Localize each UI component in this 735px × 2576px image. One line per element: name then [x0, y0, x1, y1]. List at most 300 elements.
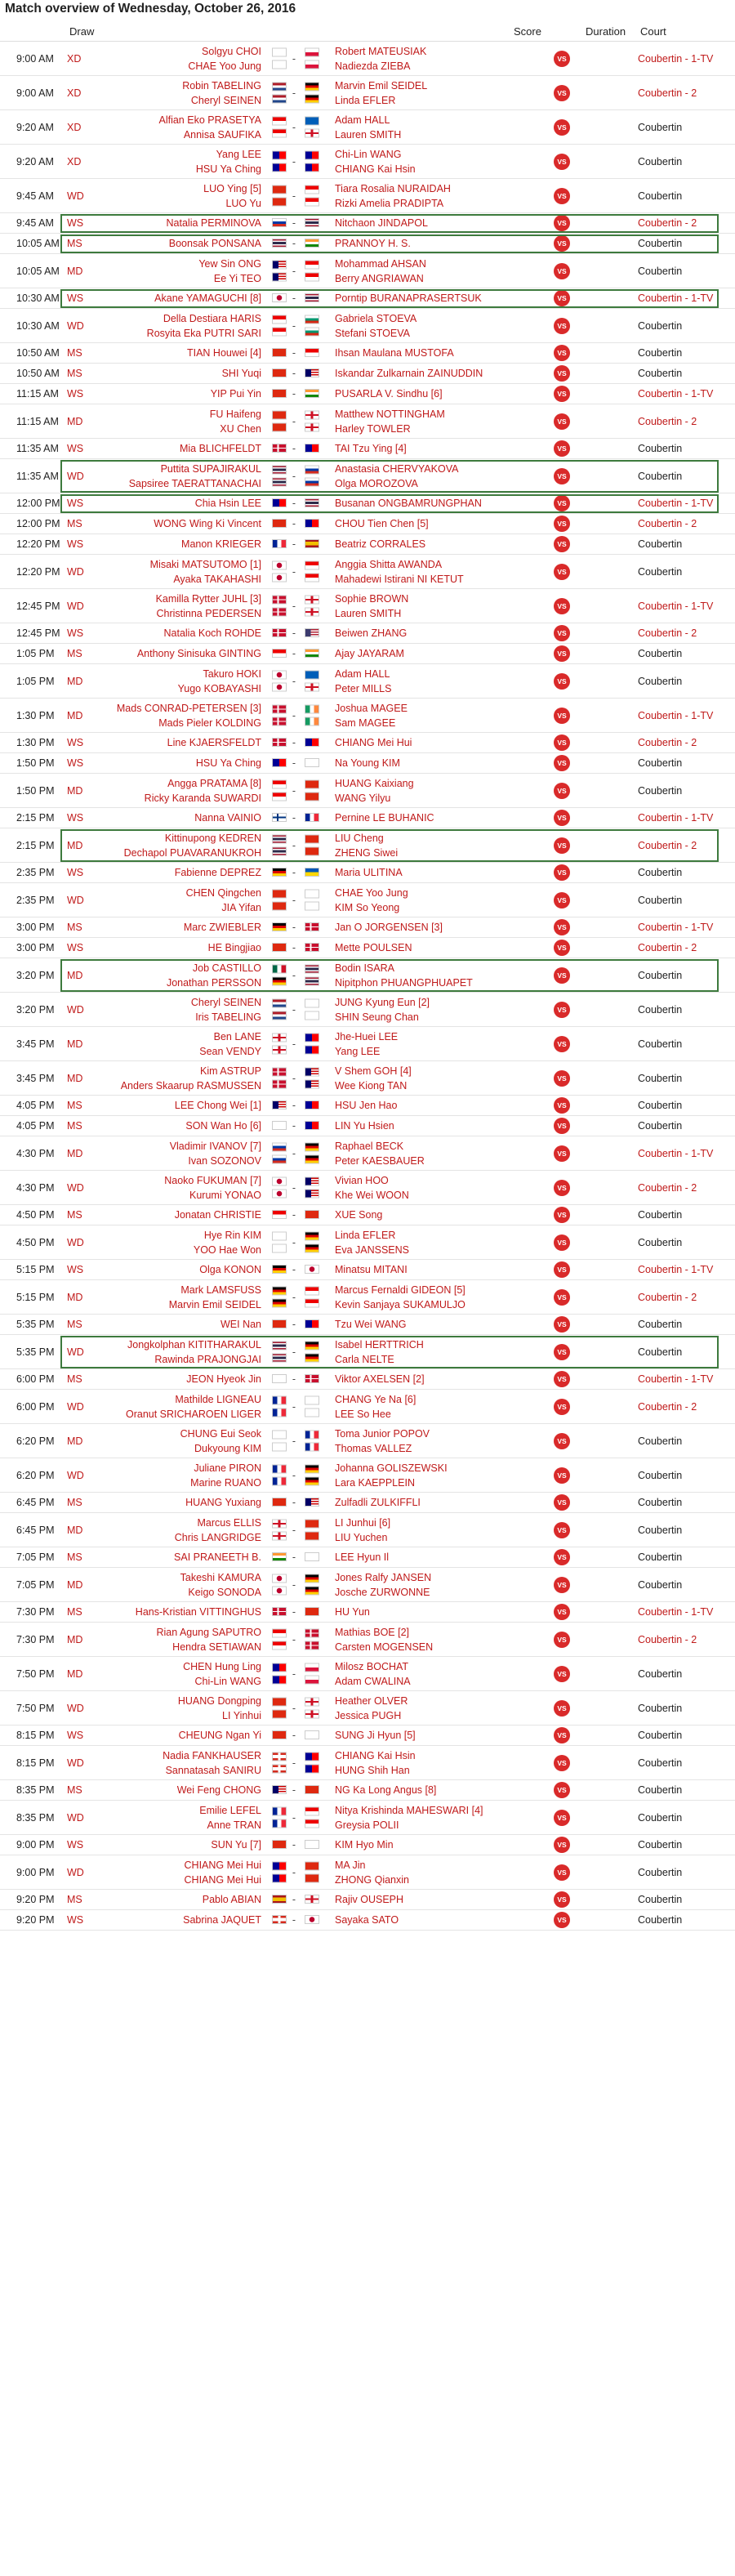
- player-link[interactable]: Anggia Shitta AWANDA: [335, 558, 443, 570]
- player-link[interactable]: Yew Sin ONG: [198, 257, 261, 270]
- player-link[interactable]: SAI PRANEETH B.: [174, 1551, 261, 1563]
- match-draw[interactable]: MD: [67, 1038, 83, 1050]
- player-link[interactable]: Sapsiree TAERATTANACHAI: [128, 477, 261, 489]
- player-link[interactable]: JEON Hyeok Jin: [186, 1373, 261, 1385]
- vs-badge-button[interactable]: VS: [554, 1522, 570, 1538]
- player-link[interactable]: Mark LAMSFUSS: [180, 1284, 261, 1296]
- player-link[interactable]: CHOU Tien Chen [5]: [335, 518, 429, 529]
- player-link[interactable]: Peter MILLS: [335, 682, 392, 694]
- player-link[interactable]: Mette POULSEN: [335, 942, 412, 953]
- match-draw[interactable]: MD: [67, 969, 83, 981]
- vs-badge-button[interactable]: VS: [554, 1632, 570, 1648]
- player-link[interactable]: Josche ZURWONNE: [335, 1586, 430, 1598]
- player-link[interactable]: Kamilla Rytter JUHL [3]: [155, 592, 261, 605]
- player-link[interactable]: Marvin Emil SEIDEL: [168, 1298, 261, 1310]
- court-name[interactable]: Coubertin - 1-TV: [638, 709, 714, 721]
- player-link[interactable]: Thomas VALLEZ: [335, 1442, 412, 1454]
- vs-badge-button[interactable]: VS: [554, 345, 570, 361]
- court-name[interactable]: Coubertin - 1-TV: [638, 292, 714, 304]
- player-link[interactable]: Linda EFLER: [335, 94, 396, 106]
- player-link[interactable]: Raphael BECK: [335, 1140, 404, 1152]
- match-draw[interactable]: MD: [67, 784, 83, 797]
- court-name[interactable]: Coubertin - 2: [638, 1400, 697, 1413]
- player-link[interactable]: Yang LEE: [335, 1045, 381, 1057]
- player-link[interactable]: Rajiv OUSEPH: [335, 1894, 404, 1905]
- player-link[interactable]: YIP Pui Yin: [210, 388, 261, 400]
- player-link[interactable]: Angga PRATAMA [8]: [167, 777, 261, 789]
- player-link[interactable]: Rosyita Eka PUTRI SARI: [146, 327, 261, 339]
- player-link[interactable]: Sayaka SATO: [335, 1914, 399, 1926]
- player-link[interactable]: Greysia POLII: [335, 1819, 399, 1831]
- vs-badge-button[interactable]: VS: [554, 413, 570, 430]
- player-link[interactable]: Misaki MATSUTOMO [1]: [149, 558, 261, 570]
- match-draw[interactable]: WD: [67, 1757, 84, 1769]
- player-link[interactable]: LIN Yu Hsien: [335, 1120, 394, 1132]
- match-draw[interactable]: WD: [67, 1003, 84, 1016]
- match-draw[interactable]: XD: [67, 121, 82, 133]
- player-link[interactable]: LI Yinhui: [222, 1709, 261, 1721]
- player-link[interactable]: WEI Nan: [220, 1319, 261, 1330]
- match-draw[interactable]: MD: [67, 1147, 83, 1159]
- player-link[interactable]: Oranut SRICHAROEN LIGER: [125, 1408, 261, 1420]
- player-link[interactable]: CHIANG Kai Hsin: [335, 1749, 416, 1761]
- player-link[interactable]: Jessica PUGH: [335, 1709, 402, 1721]
- match-draw[interactable]: MS: [67, 347, 82, 359]
- vs-badge-button[interactable]: VS: [554, 1002, 570, 1018]
- player-link[interactable]: Hans-Kristian VITTINGHUS: [135, 1606, 261, 1618]
- player-link[interactable]: Lara KAEPPLEIN: [335, 1476, 415, 1489]
- match-draw[interactable]: WS: [67, 812, 84, 824]
- player-link[interactable]: Beiwen ZHANG: [335, 627, 408, 639]
- match-draw[interactable]: MD: [67, 1667, 83, 1680]
- player-link[interactable]: LI Junhui [6]: [335, 1516, 391, 1529]
- player-link[interactable]: Kurumi YONAO: [189, 1189, 261, 1201]
- player-link[interactable]: Jonatan CHRISTIE: [174, 1209, 261, 1221]
- player-link[interactable]: HSU Ya Ching: [195, 163, 261, 175]
- player-link[interactable]: Bodin ISARA: [335, 962, 394, 974]
- player-link[interactable]: TIAN Houwei [4]: [186, 347, 261, 359]
- player-link[interactable]: Anastasia CHERVYAKOVA: [335, 462, 459, 475]
- match-draw[interactable]: WD: [67, 1236, 84, 1248]
- match-draw[interactable]: WD: [67, 319, 84, 332]
- player-link[interactable]: Toma Junior POPOV: [335, 1427, 430, 1440]
- player-link[interactable]: Wei Feng CHONG: [176, 1784, 261, 1796]
- player-link[interactable]: FU Haifeng: [209, 408, 261, 420]
- player-link[interactable]: Natalia Koch ROHDE: [163, 627, 261, 639]
- player-link[interactable]: Joshua MAGEE: [335, 702, 408, 714]
- player-link[interactable]: Mads CONRAD-PETERSEN [3]: [116, 702, 261, 714]
- match-draw[interactable]: MD: [67, 709, 83, 721]
- player-link[interactable]: Takeshi KAMURA: [180, 1571, 261, 1583]
- player-link[interactable]: Marcus ELLIS: [197, 1516, 261, 1529]
- player-link[interactable]: Chi-Lin WANG: [194, 1675, 261, 1687]
- player-link[interactable]: Nanna VAINIO: [194, 812, 261, 824]
- player-link[interactable]: Sannatasah SANIRU: [165, 1764, 261, 1776]
- player-link[interactable]: Emilie LEFEL: [199, 1804, 261, 1816]
- vs-badge-button[interactable]: VS: [554, 1912, 570, 1928]
- player-link[interactable]: Nadiezda ZIEBA: [335, 60, 411, 72]
- player-link[interactable]: Alfian Eko PRASETYA: [158, 114, 261, 126]
- player-link[interactable]: ZHENG Siwei: [335, 846, 399, 859]
- player-link[interactable]: HUANG Kaixiang: [335, 777, 414, 789]
- player-link[interactable]: Mahadewi Istirani NI KETUT: [335, 573, 464, 585]
- match-draw[interactable]: WD: [67, 565, 84, 578]
- vs-badge-button[interactable]: VS: [554, 755, 570, 771]
- player-link[interactable]: Anne TRAN: [207, 1819, 261, 1831]
- player-link[interactable]: HUNG Shih Han: [335, 1764, 410, 1776]
- vs-badge-button[interactable]: VS: [554, 468, 570, 484]
- player-link[interactable]: Tzu Wei WANG: [335, 1319, 407, 1330]
- vs-badge-button[interactable]: VS: [554, 1289, 570, 1306]
- vs-badge-button[interactable]: VS: [554, 318, 570, 334]
- player-link[interactable]: LEE So Hee: [335, 1408, 391, 1420]
- player-link[interactable]: LIU Yuchen: [335, 1531, 388, 1543]
- player-link[interactable]: Busanan ONGBAMRUNGPHAN: [335, 498, 482, 509]
- match-draw[interactable]: WS: [67, 1730, 84, 1741]
- player-link[interactable]: KIM So Yeong: [335, 901, 400, 913]
- vs-badge-button[interactable]: VS: [554, 290, 570, 306]
- vs-badge-button[interactable]: VS: [554, 783, 570, 799]
- player-link[interactable]: CHAE Yoo Jung: [335, 886, 408, 899]
- vs-badge-button[interactable]: VS: [554, 1577, 570, 1593]
- match-draw[interactable]: MS: [67, 1209, 82, 1221]
- player-link[interactable]: Vladimir IVANOV [7]: [169, 1140, 261, 1152]
- player-link[interactable]: NG Ka Long Angus [8]: [335, 1784, 437, 1796]
- match-draw[interactable]: MS: [67, 1894, 82, 1905]
- player-link[interactable]: Adam CWALINA: [335, 1675, 411, 1687]
- player-link[interactable]: Ayaka TAKAHASHI: [173, 573, 261, 585]
- player-link[interactable]: XU Chen: [220, 422, 261, 435]
- vs-badge-button[interactable]: VS: [554, 1810, 570, 1826]
- vs-badge-button[interactable]: VS: [554, 940, 570, 956]
- player-link[interactable]: Boonsak PONSANA: [168, 238, 261, 249]
- court-name[interactable]: Coubertin - 2: [638, 217, 697, 229]
- player-link[interactable]: Nadia FANKHAUSER: [163, 1749, 261, 1761]
- vs-badge-button[interactable]: VS: [554, 235, 570, 252]
- player-link[interactable]: Milosz BOCHAT: [335, 1660, 409, 1672]
- match-draw[interactable]: WS: [67, 737, 84, 748]
- court-name[interactable]: Coubertin - 1-TV: [638, 388, 714, 400]
- player-link[interactable]: Peter KAESBAUER: [335, 1154, 425, 1167]
- player-link[interactable]: Stefani STOEVA: [335, 327, 410, 339]
- match-draw[interactable]: MD: [67, 1524, 83, 1536]
- player-link[interactable]: Solgyu CHOI: [202, 45, 261, 57]
- court-name[interactable]: Coubertin - 2: [638, 1633, 697, 1645]
- player-link[interactable]: Carsten MOGENSEN: [335, 1641, 434, 1653]
- player-link[interactable]: Gabriela STOEVA: [335, 312, 417, 324]
- player-link[interactable]: Puttita SUPAJIRAKUL: [160, 462, 261, 475]
- vs-badge-button[interactable]: VS: [554, 85, 570, 101]
- match-draw[interactable]: WD: [67, 1866, 84, 1878]
- player-link[interactable]: Iskandar Zulkarnain ZAINUDDIN: [335, 368, 483, 379]
- player-link[interactable]: HU Yun: [335, 1606, 370, 1618]
- vs-badge-button[interactable]: VS: [554, 188, 570, 204]
- player-link[interactable]: Lauren SMITH: [335, 128, 402, 141]
- player-link[interactable]: Mathias BOE [2]: [335, 1626, 410, 1638]
- player-link[interactable]: Marc ZWIEBLER: [183, 922, 261, 933]
- match-draw[interactable]: MS: [67, 368, 82, 379]
- match-draw[interactable]: MD: [67, 1435, 83, 1447]
- match-draw[interactable]: MD: [67, 1633, 83, 1645]
- player-link[interactable]: Heather OLVER: [335, 1694, 408, 1707]
- vs-badge-button[interactable]: VS: [554, 1666, 570, 1682]
- match-draw[interactable]: MS: [67, 648, 82, 659]
- match-draw[interactable]: MS: [67, 922, 82, 933]
- player-link[interactable]: CHIANG Mei Hui: [184, 1859, 261, 1871]
- match-draw[interactable]: MS: [67, 238, 82, 249]
- player-link[interactable]: Sam MAGEE: [335, 717, 396, 729]
- player-link[interactable]: Carla NELTE: [335, 1353, 394, 1365]
- vs-badge-button[interactable]: VS: [554, 51, 570, 67]
- player-link[interactable]: Hye Rin KIM: [203, 1229, 261, 1241]
- player-link[interactable]: ZHONG Qianxin: [335, 1873, 409, 1886]
- player-link[interactable]: Adam HALL: [335, 667, 390, 680]
- match-draw[interactable]: WS: [67, 538, 84, 550]
- player-link[interactable]: Anders Skaarup RASMUSSEN: [120, 1079, 261, 1092]
- player-link[interactable]: Wee Kiong TAN: [335, 1079, 408, 1092]
- match-draw[interactable]: XD: [67, 155, 82, 167]
- vs-badge-button[interactable]: VS: [554, 1344, 570, 1360]
- player-link[interactable]: SON Wan Ho [6]: [185, 1120, 261, 1132]
- match-draw[interactable]: MD: [67, 1291, 83, 1303]
- vs-badge-button[interactable]: VS: [554, 1207, 570, 1223]
- court-name[interactable]: Coubertin - 1-TV: [638, 1264, 714, 1275]
- match-draw[interactable]: MS: [67, 1784, 82, 1796]
- vs-badge-button[interactable]: VS: [554, 154, 570, 170]
- vs-badge-button[interactable]: VS: [554, 1782, 570, 1798]
- player-link[interactable]: Mads Pieler KOLDING: [158, 717, 261, 729]
- player-link[interactable]: Vivian HOO: [335, 1174, 389, 1186]
- player-link[interactable]: Nitchaon JINDAPOL: [335, 217, 428, 229]
- player-link[interactable]: Robin TABELING: [182, 79, 261, 92]
- vs-badge-button[interactable]: VS: [554, 1145, 570, 1162]
- vs-badge-button[interactable]: VS: [554, 919, 570, 935]
- player-link[interactable]: Maria ULITINA: [335, 867, 403, 878]
- match-draw[interactable]: WD: [67, 1181, 84, 1194]
- court-name[interactable]: Coubertin - 2: [638, 1291, 697, 1303]
- player-link[interactable]: Pernine LE BUHANIC: [335, 812, 434, 824]
- player-link[interactable]: Ben LANE: [213, 1030, 261, 1042]
- player-link[interactable]: Jones Ralfy JANSEN: [335, 1571, 432, 1583]
- court-name[interactable]: Coubertin - 2: [638, 942, 697, 953]
- player-link[interactable]: WONG Wing Ki Vincent: [154, 518, 261, 529]
- player-link[interactable]: Keigo SONODA: [188, 1586, 261, 1598]
- vs-badge-button[interactable]: VS: [554, 536, 570, 552]
- player-link[interactable]: Rawinda PRAJONGJAI: [154, 1353, 261, 1365]
- vs-badge-button[interactable]: VS: [554, 837, 570, 854]
- vs-badge-button[interactable]: VS: [554, 892, 570, 909]
- vs-badge-button[interactable]: VS: [554, 1467, 570, 1484]
- player-link[interactable]: Mia BLICHFELDT: [179, 443, 261, 454]
- player-link[interactable]: Naoko FUKUMAN [7]: [164, 1174, 261, 1186]
- match-draw[interactable]: MS: [67, 1551, 82, 1563]
- court-name[interactable]: Coubertin - 1-TV: [638, 600, 714, 612]
- vs-badge-button[interactable]: VS: [554, 734, 570, 751]
- match-draw[interactable]: WS: [67, 292, 84, 304]
- vs-badge-button[interactable]: VS: [554, 1494, 570, 1511]
- vs-badge-button[interactable]: VS: [554, 1118, 570, 1134]
- player-link[interactable]: CHIANG Mei Hui: [335, 737, 412, 748]
- player-link[interactable]: Minatsu MITANI: [335, 1264, 408, 1275]
- player-link[interactable]: Adam HALL: [335, 114, 390, 126]
- player-link[interactable]: Nitya Krishinda MAHESWARI [4]: [335, 1804, 483, 1816]
- player-link[interactable]: Marine RUANO: [190, 1476, 261, 1489]
- player-link[interactable]: Isabel HERTTRICH: [335, 1338, 424, 1351]
- court-name[interactable]: Coubertin - 2: [638, 87, 697, 99]
- player-link[interactable]: LEE Hyun Il: [335, 1551, 390, 1563]
- player-link[interactable]: HSU Jen Hao: [335, 1100, 398, 1111]
- match-draw[interactable]: MS: [67, 1373, 82, 1385]
- vs-badge-button[interactable]: VS: [554, 1070, 570, 1087]
- court-name[interactable]: Coubertin - 1-TV: [638, 498, 714, 509]
- court-name[interactable]: Coubertin - 1-TV: [638, 812, 714, 824]
- player-link[interactable]: Anthony Sinisuka GINTING: [136, 648, 261, 659]
- court-name[interactable]: Coubertin - 2: [638, 518, 697, 529]
- match-draw[interactable]: WD: [67, 1346, 84, 1358]
- player-link[interactable]: CHIANG Kai Hsin: [335, 163, 416, 175]
- vs-badge-button[interactable]: VS: [554, 564, 570, 580]
- player-link[interactable]: SHIN Seung Chan: [335, 1011, 419, 1023]
- player-link[interactable]: Marvin Emil SEIDEL: [335, 79, 428, 92]
- match-draw[interactable]: WS: [67, 1914, 84, 1926]
- player-link[interactable]: CHEUNG Ngan Yi: [178, 1730, 261, 1741]
- player-link[interactable]: Olga MOROZOVA: [335, 477, 418, 489]
- player-link[interactable]: LIU Cheng: [335, 832, 384, 844]
- player-link[interactable]: Jongkolphan KITITHARAKUL: [127, 1338, 261, 1351]
- match-draw[interactable]: WS: [67, 217, 84, 229]
- match-draw[interactable]: WS: [67, 627, 84, 639]
- match-draw[interactable]: WD: [67, 1811, 84, 1824]
- player-link[interactable]: Yugo KOBAYASHI: [177, 682, 261, 694]
- match-draw[interactable]: MD: [67, 839, 83, 851]
- vs-badge-button[interactable]: VS: [554, 1399, 570, 1415]
- player-link[interactable]: Line KJAERSFELDT: [167, 737, 261, 748]
- vs-badge-button[interactable]: VS: [554, 810, 570, 826]
- vs-badge-button[interactable]: VS: [554, 1604, 570, 1620]
- player-link[interactable]: Jan O JORGENSEN [3]: [335, 922, 443, 933]
- match-draw[interactable]: MS: [67, 1100, 82, 1111]
- vs-badge-button[interactable]: VS: [554, 263, 570, 279]
- player-link[interactable]: Manon KRIEGER: [181, 538, 261, 550]
- player-link[interactable]: Cheryl SEINEN: [190, 94, 261, 106]
- player-link[interactable]: HSU Ya Ching: [195, 757, 261, 769]
- court-name[interactable]: Coubertin - 2: [638, 737, 697, 748]
- match-draw[interactable]: WD: [67, 470, 84, 482]
- player-link[interactable]: Iris TABELING: [195, 1011, 261, 1023]
- vs-badge-button[interactable]: VS: [554, 119, 570, 136]
- player-link[interactable]: Sophie BROWN: [335, 592, 409, 605]
- vs-badge-button[interactable]: VS: [554, 1837, 570, 1853]
- player-link[interactable]: Tiara Rosalia NURAIDAH: [335, 182, 451, 194]
- court-name[interactable]: Coubertin - 1-TV: [638, 1373, 714, 1385]
- player-link[interactable]: Chi-Lin WANG: [335, 148, 402, 160]
- player-link[interactable]: Marcus Fernaldi GIDEON [5]: [335, 1284, 466, 1296]
- player-link[interactable]: Lauren SMITH: [335, 607, 402, 619]
- vs-badge-button[interactable]: VS: [554, 1036, 570, 1052]
- player-link[interactable]: Cheryl SEINEN: [190, 996, 261, 1008]
- match-draw[interactable]: MD: [67, 415, 83, 427]
- match-draw[interactable]: WD: [67, 600, 84, 612]
- match-draw[interactable]: MD: [67, 1578, 83, 1591]
- vs-badge-button[interactable]: VS: [554, 967, 570, 984]
- player-link[interactable]: Sabrina JAQUET: [183, 1914, 261, 1926]
- vs-badge-button[interactable]: VS: [554, 708, 570, 724]
- player-link[interactable]: HUANG Dongping: [177, 1694, 261, 1707]
- player-link[interactable]: SUNG Ji Hyun [5]: [335, 1730, 416, 1741]
- player-link[interactable]: Natalia PERMINOVA: [166, 217, 261, 229]
- court-name[interactable]: Coubertin - 1-TV: [638, 52, 714, 65]
- court-name[interactable]: Coubertin - 2: [638, 415, 697, 427]
- player-link[interactable]: Robert MATEUSIAK: [335, 45, 427, 57]
- player-link[interactable]: JUNG Kyung Eun [2]: [335, 996, 430, 1008]
- court-name[interactable]: Coubertin - 1-TV: [638, 1147, 714, 1159]
- vs-badge-button[interactable]: VS: [554, 386, 570, 402]
- vs-badge-button[interactable]: VS: [554, 1316, 570, 1333]
- player-link[interactable]: Berry ANGRIAWAN: [335, 272, 424, 284]
- vs-badge-button[interactable]: VS: [554, 1234, 570, 1251]
- player-link[interactable]: CHUNG Eui Seok: [180, 1427, 261, 1440]
- vs-badge-button[interactable]: VS: [554, 1891, 570, 1908]
- vs-badge-button[interactable]: VS: [554, 645, 570, 662]
- player-link[interactable]: TAI Tzu Ying [4]: [335, 443, 407, 454]
- player-link[interactable]: KIM Hyo Min: [335, 1839, 394, 1851]
- vs-badge-button[interactable]: VS: [554, 365, 570, 382]
- match-draw[interactable]: WS: [67, 443, 84, 454]
- vs-badge-button[interactable]: VS: [554, 1433, 570, 1449]
- vs-badge-button[interactable]: VS: [554, 1371, 570, 1387]
- player-link[interactable]: Mohammad AHSAN: [335, 257, 426, 270]
- player-link[interactable]: Chris LANGRIDGE: [174, 1531, 261, 1543]
- match-draw[interactable]: WD: [67, 1400, 84, 1413]
- vs-badge-button[interactable]: VS: [554, 1261, 570, 1278]
- match-draw[interactable]: MS: [67, 1497, 82, 1508]
- player-link[interactable]: Beatriz CORRALES: [335, 538, 426, 550]
- player-link[interactable]: Sean VENDY: [199, 1045, 261, 1057]
- match-draw[interactable]: XD: [67, 52, 82, 65]
- player-link[interactable]: Matthew NOTTINGHAM: [335, 408, 445, 420]
- match-draw[interactable]: MD: [67, 1072, 83, 1084]
- vs-badge-button[interactable]: VS: [554, 1727, 570, 1743]
- player-link[interactable]: CHEN Hung Ling: [183, 1660, 261, 1672]
- player-link[interactable]: Chia Hsin LEE: [194, 498, 261, 509]
- player-link[interactable]: Kim ASTRUP: [199, 1065, 261, 1077]
- player-link[interactable]: Fabienne DEPREZ: [174, 867, 261, 878]
- player-link[interactable]: Christinna PEDERSEN: [156, 607, 261, 619]
- player-link[interactable]: Annisa SAUFIKA: [183, 128, 261, 141]
- player-link[interactable]: Dechapol PUAVARANUKROH: [123, 846, 261, 859]
- player-link[interactable]: Ajay JAYARAM: [335, 648, 404, 659]
- match-draw[interactable]: WD: [67, 1469, 84, 1481]
- player-link[interactable]: MA Jin: [335, 1859, 366, 1871]
- player-link[interactable]: Kevin Sanjaya SUKAMULJO: [335, 1298, 466, 1310]
- player-link[interactable]: Linda EFLER: [335, 1229, 396, 1241]
- player-link[interactable]: Rian Agung SAPUTRO: [156, 1626, 261, 1638]
- player-link[interactable]: Hendra SETIAWAN: [172, 1641, 261, 1653]
- match-draw[interactable]: WD: [67, 190, 84, 202]
- match-draw[interactable]: WS: [67, 757, 84, 769]
- player-link[interactable]: Na Young KIM: [335, 757, 400, 769]
- player-link[interactable]: CHEN Qingchen: [185, 886, 261, 899]
- vs-badge-button[interactable]: VS: [554, 440, 570, 457]
- player-link[interactable]: HE Bingjiao: [207, 942, 261, 953]
- vs-badge-button[interactable]: VS: [554, 215, 570, 231]
- vs-badge-button[interactable]: VS: [554, 864, 570, 881]
- player-link[interactable]: Harley TOWLER: [335, 422, 411, 435]
- player-link[interactable]: LUO Yu: [225, 197, 261, 209]
- player-link[interactable]: HUANG Yuxiang: [185, 1497, 261, 1508]
- match-draw[interactable]: WS: [67, 388, 84, 400]
- player-link[interactable]: SHI Yuqi: [221, 368, 261, 379]
